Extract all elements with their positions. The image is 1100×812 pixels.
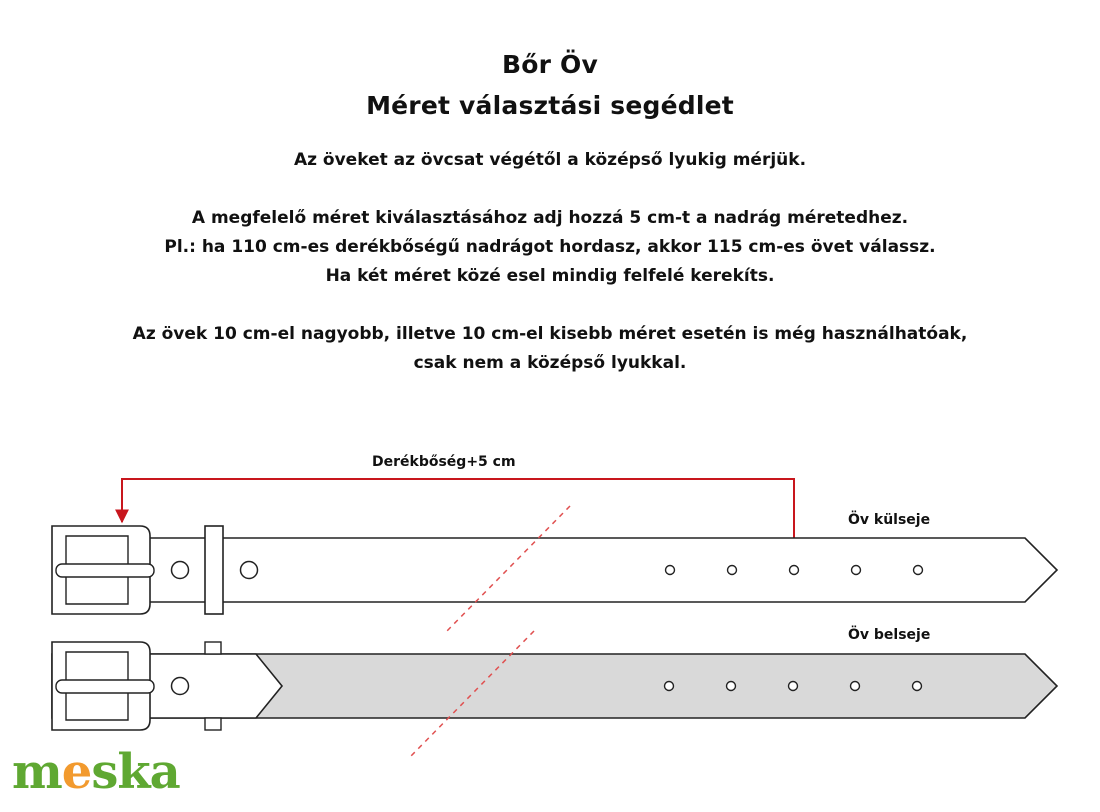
instruction-example: Pl.: ha 110 cm-es derékbőségű nadrágot hordasz, akkor 115 cm-es övet válassz. — [164, 237, 936, 257]
inner-buckle — [52, 642, 154, 730]
inner-belt — [52, 642, 1057, 730]
outer-belt-strap — [52, 538, 1057, 602]
outer-belt-hole-middle — [790, 566, 799, 575]
outer-rivet-hole — [172, 562, 189, 579]
instruction-round-up: Ha két méret közé esel mindig felfelé kerekíts. — [325, 266, 775, 286]
outer-buckle — [52, 526, 154, 614]
outer-rivet-hole — [241, 562, 258, 579]
inner-belt-hole — [913, 682, 922, 691]
outer-belt-hole — [852, 566, 861, 575]
inner-belt-hole — [789, 682, 798, 691]
measure-label: Derékbőség+5 cm — [372, 454, 516, 470]
inner-belt-hole — [851, 682, 860, 691]
outer-belt — [52, 526, 1057, 614]
meska-logo: meska — [12, 744, 180, 800]
instruction-add-size: A megfelelő méret kiválasztásához adj hozzá 5 cm-t a nadrág méretedhez. — [191, 208, 909, 228]
page-subtitle: Méret választási segédlet — [366, 91, 734, 120]
outer-belt-hole — [666, 566, 675, 575]
inner-rivet-hole — [172, 678, 189, 695]
outer-belt-hole — [728, 566, 737, 575]
inner-keeper-top — [205, 642, 221, 654]
page-title: Bőr Öv — [501, 50, 598, 79]
inner-belt-hole — [665, 682, 674, 691]
inner-keeper-bottom — [205, 718, 221, 730]
instruction-tolerance-note: csak nem a középső lyukkal. — [413, 353, 687, 373]
outer-belt-hole — [914, 566, 923, 575]
instruction-measure: Az öveket az övcsat végétől a középső lyukig mérjük. — [293, 150, 807, 170]
inner-belt-hole — [727, 682, 736, 691]
instruction-tolerance: Az övek 10 cm-el nagyobb, illetve 10 cm-el kisebb méret esetén is még használhatóak, — [132, 324, 968, 344]
inner-side-label: Öv belseje — [848, 627, 931, 643]
outer-keeper — [205, 526, 223, 614]
outer-side-label: Öv külseje — [848, 512, 931, 528]
